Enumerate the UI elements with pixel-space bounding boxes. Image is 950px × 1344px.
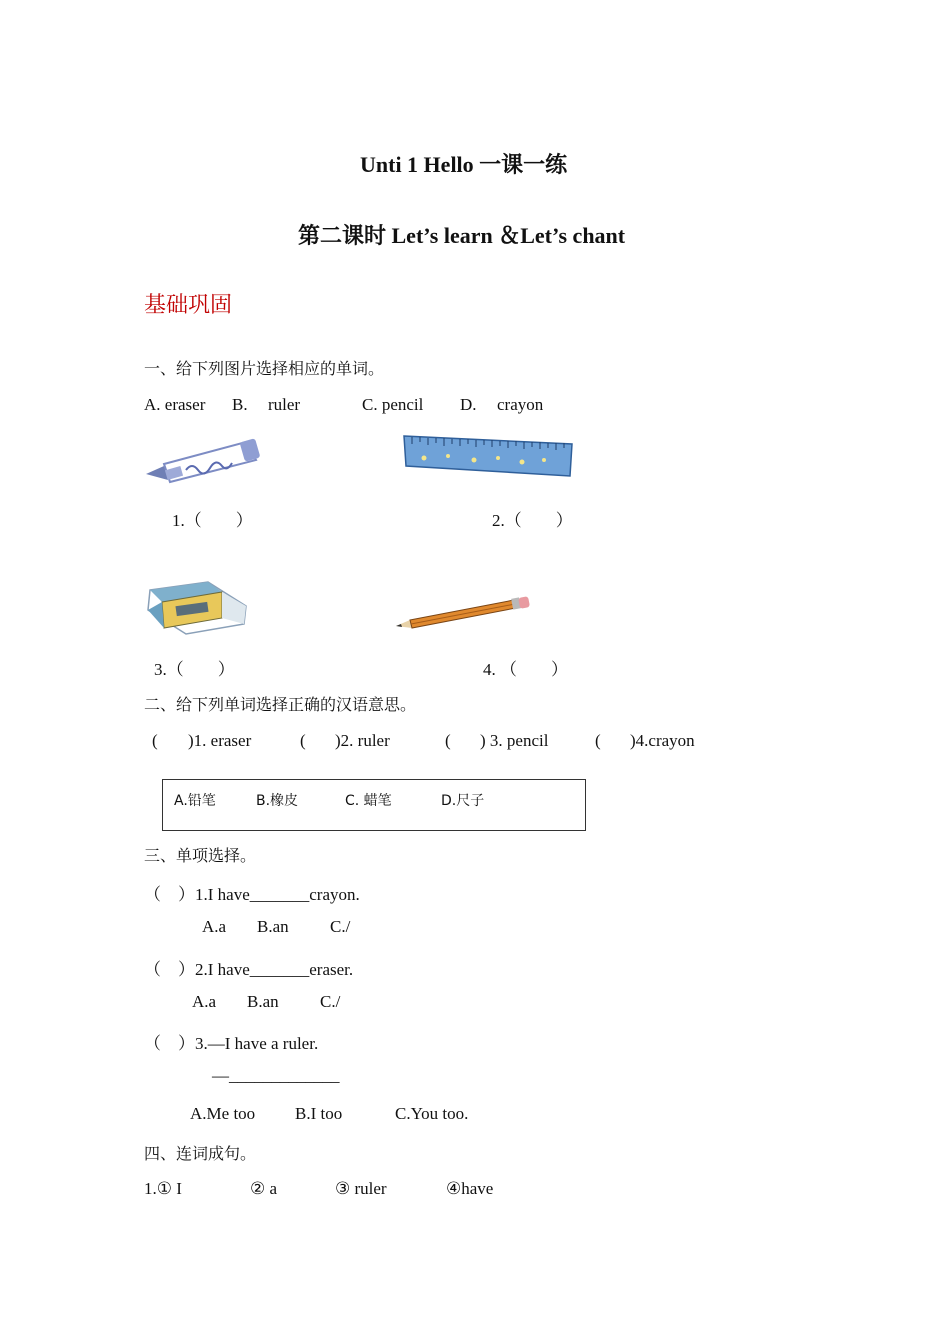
q3-option-b: B.I too bbox=[295, 1104, 343, 1123]
ruler-icon bbox=[404, 434, 574, 478]
part3-heading: 三、单项选择。 bbox=[144, 846, 257, 865]
part4-word-4: ④have bbox=[446, 1179, 494, 1198]
part2-q4-word: )4.crayon bbox=[630, 731, 695, 750]
part2-q3-word: ) 3. pencil bbox=[480, 731, 549, 750]
option-b-letter: B. bbox=[232, 395, 248, 414]
q1-option-a: A.a bbox=[202, 917, 227, 936]
part2-q2-bracket[interactable]: ( bbox=[300, 731, 306, 750]
q2-option-b: B.an bbox=[247, 992, 279, 1011]
part3-question-3[interactable]: （ ）3.—I have a ruler. bbox=[144, 1034, 319, 1053]
q1-option-c: C./ bbox=[330, 917, 351, 936]
q3-option-c: C.You too. bbox=[395, 1104, 469, 1123]
section-heading-basic: 基础巩固 bbox=[144, 293, 233, 318]
meaning-option-a: A.铅笔 bbox=[174, 793, 216, 809]
meaning-option-d: D.尺子 bbox=[441, 793, 485, 809]
page-subtitle: 第二课时 Let’s learn ＆Let’s chant bbox=[298, 223, 626, 248]
eraser-icon bbox=[146, 580, 250, 636]
part4-word-3: ③ ruler bbox=[335, 1179, 387, 1198]
picture-3-answer[interactable]: 3.（ ） bbox=[154, 660, 235, 679]
option-d-word: crayon bbox=[497, 395, 544, 414]
page-title: Unti 1 Hello 一课一练 bbox=[360, 152, 568, 177]
part2-q2-word: )2. ruler bbox=[335, 731, 390, 750]
meaning-option-b: B.橡皮 bbox=[256, 793, 299, 809]
meaning-options-box bbox=[162, 779, 586, 831]
part2-q4-bracket[interactable]: ( bbox=[595, 731, 601, 750]
q2-option-c: C./ bbox=[320, 992, 341, 1011]
part4-heading: 四、连词成句。 bbox=[144, 1144, 257, 1163]
option-d-letter: D. bbox=[460, 395, 477, 414]
part2-q1-bracket[interactable]: ( bbox=[152, 731, 158, 750]
crayon-icon bbox=[146, 436, 266, 486]
part2-q1-word: )1. eraser bbox=[188, 731, 252, 750]
q1-option-b: B.an bbox=[257, 917, 289, 936]
option-a: A. eraser bbox=[144, 395, 206, 414]
part4-word-2: ② a bbox=[250, 1179, 278, 1198]
part3-question-2[interactable]: （ ）2.I have_______eraser. bbox=[144, 960, 354, 979]
part3-question-1[interactable]: （ ）1.I have_______crayon. bbox=[144, 885, 360, 904]
option-b-word: ruler bbox=[268, 395, 301, 414]
picture-4-answer[interactable]: 4. （ ） bbox=[483, 660, 568, 679]
option-c: C. pencil bbox=[362, 395, 424, 414]
part1-heading: 一、给下列图片选择相应的单词。 bbox=[144, 359, 385, 378]
q3-answer-line[interactable]: —_____________ bbox=[212, 1066, 340, 1085]
q3-option-a: A.Me too bbox=[190, 1104, 256, 1123]
picture-2-answer[interactable]: 2.（ ） bbox=[492, 511, 573, 530]
part2-heading: 二、给下列单词选择正确的汉语意思。 bbox=[144, 695, 417, 714]
pencil-icon bbox=[396, 598, 532, 632]
meaning-option-c: C. 蜡笔 bbox=[345, 793, 392, 809]
q2-option-a: A.a bbox=[192, 992, 217, 1011]
part4-word-1: 1.① I bbox=[144, 1179, 182, 1198]
picture-1-answer[interactable]: 1.（ ） bbox=[172, 511, 253, 530]
part2-q3-bracket[interactable]: ( bbox=[445, 731, 451, 750]
